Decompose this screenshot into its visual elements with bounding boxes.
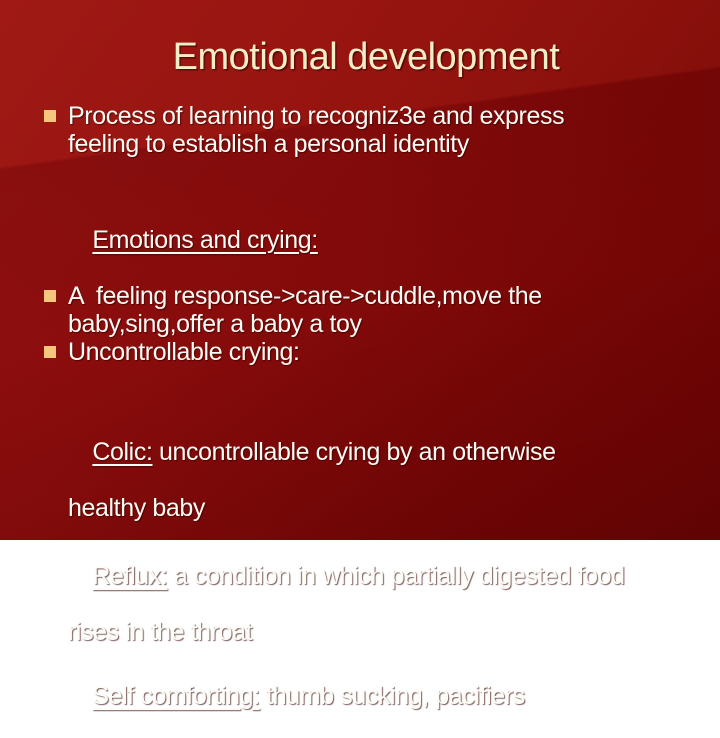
heading-text-line (40, 198, 692, 282)
definition-colic (40, 410, 692, 522)
bullet-text-line: feeling to establish a personal identity (68, 129, 469, 158)
definition-text: a condition in which partially digested food (167, 561, 625, 590)
underlined-heading: Emotions and crying: (92, 225, 318, 254)
bullet-item-process (40, 102, 692, 158)
underlined-term: Colic: (92, 437, 153, 466)
definition-text-line (40, 534, 692, 618)
underlined-term: Reflux: (92, 561, 168, 590)
underlined-term: Self comforting: (92, 681, 260, 710)
definition-text-line (40, 410, 692, 494)
definition-text-line (40, 654, 692, 738)
definition-text-line: healthy baby (68, 493, 205, 522)
section-heading-emotions (40, 198, 692, 282)
bullet-text-line: Process of learning to recogniz3e and express (68, 101, 565, 130)
definition-text-line: rises in the throat (68, 617, 253, 646)
slide-title: Emotional development (172, 36, 560, 78)
bullet-text-line: A feeling response->care->cuddle,move the (68, 281, 542, 310)
definition-reflux (40, 534, 692, 646)
definition-text: thumb sucking, pacifiers (259, 681, 525, 710)
bullet-text-line: baby,sing,offer a baby a toy (68, 309, 362, 338)
bullet-text-line: Uncontrollable crying: (68, 337, 300, 366)
square-bullet-icon (44, 290, 56, 302)
square-bullet-icon (44, 110, 56, 122)
bullet-item-feeling-response (40, 282, 692, 338)
square-bullet-icon (44, 346, 56, 358)
definition-self-comforting (40, 654, 692, 738)
definition-text: uncontrollable crying by an otherwise (152, 437, 556, 466)
slide-body (40, 102, 692, 738)
bullet-item-uncontrollable-crying (40, 338, 692, 366)
